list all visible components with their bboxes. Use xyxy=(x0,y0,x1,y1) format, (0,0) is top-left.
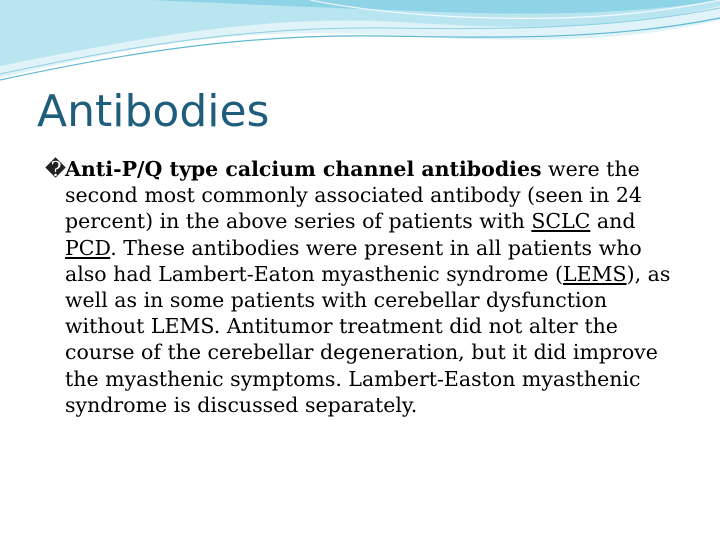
slide-body xyxy=(45,156,680,418)
paragraph-text-3: . These antibodies were present in all patients who also had Lambert-Eaton myasthenic syndrome ( xyxy=(65,235,642,286)
slide-title: Antibodies xyxy=(37,86,270,137)
pcd-link[interactable]: PCD xyxy=(65,235,111,260)
bullet-paragraph xyxy=(45,156,680,418)
paragraph-text-2: and xyxy=(590,209,636,234)
bold-lead-text: Anti-P/Q type calcium channel antibodies xyxy=(65,157,542,181)
header-wave-decoration xyxy=(0,0,720,90)
paragraph-text-4: ), as well as in some patients with cerebellar dysfunction without LEMS. Antitumor treatment did not alter the course of the cerebellar degeneration, but it did improve the myasthenic symptoms. Lambert-Easton myasthenic syndrome is discussed separately. xyxy=(65,261,671,417)
bullet-icon: � xyxy=(45,157,67,181)
paragraph-text-1: were the second most commonly associated antibody (seen in 24 percent) in the above series of patients with xyxy=(65,157,642,234)
sclc-link[interactable]: SCLC xyxy=(531,209,591,234)
lems-link[interactable]: LEMS xyxy=(562,261,627,286)
